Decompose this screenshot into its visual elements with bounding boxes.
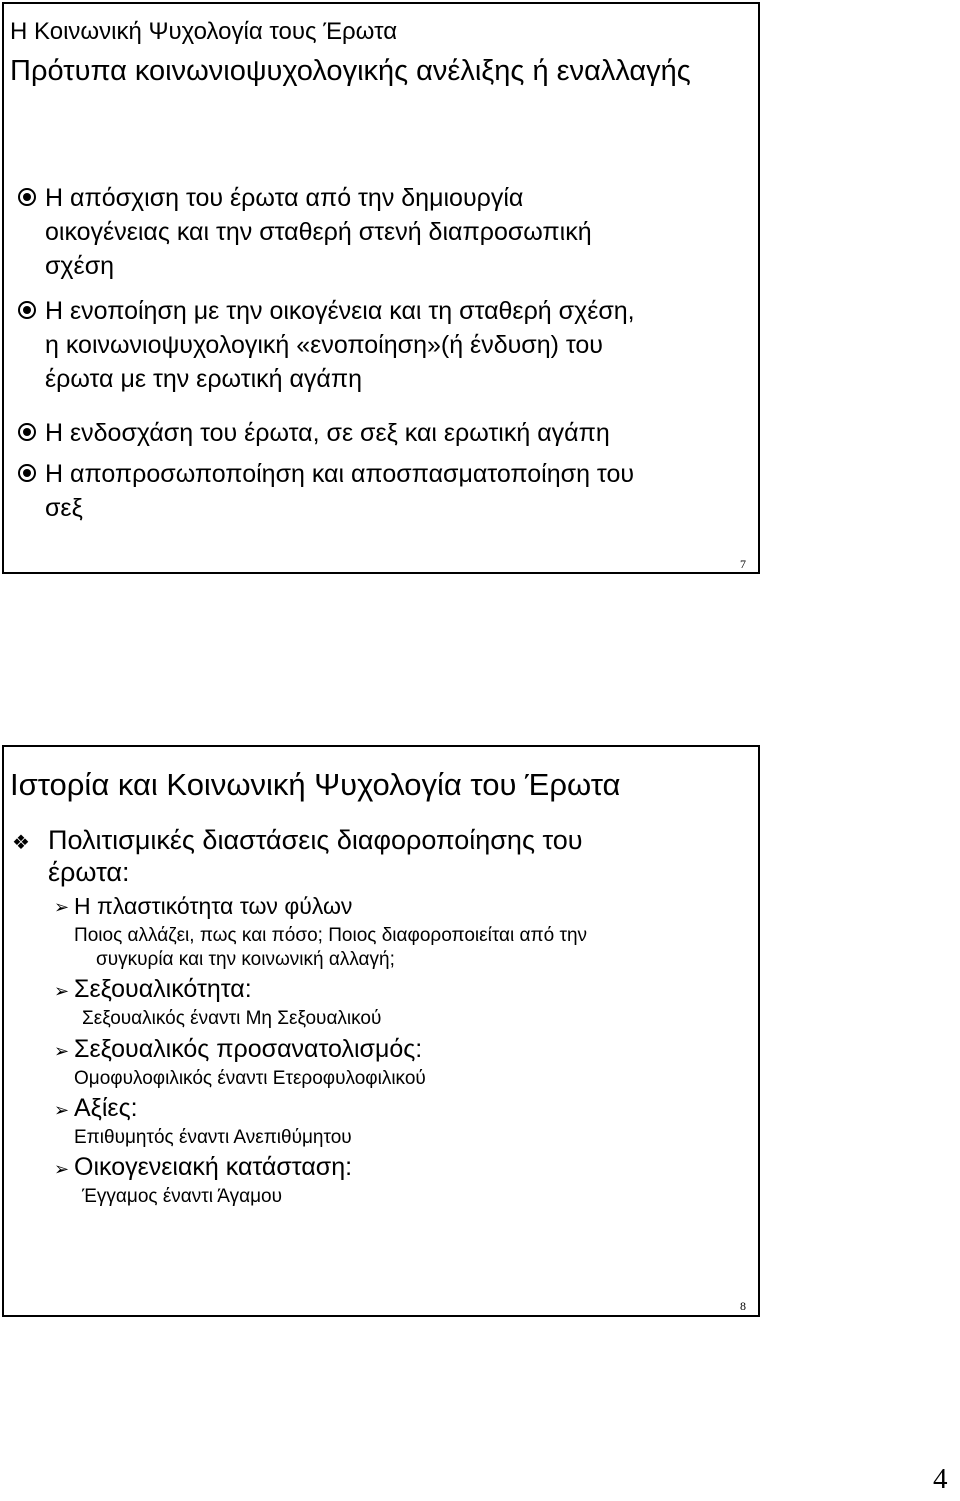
bullet-3-line-1: Η ενδοσχάση του έρωτα, σε σεξ και ερωτική αγάπη bbox=[45, 419, 610, 447]
arrow-bullet-icon: ➢ bbox=[54, 1041, 70, 1061]
item-5-label: Οικογενειακή κατάσταση: bbox=[74, 1153, 353, 1181]
diamond-bullet-icon: ❖ bbox=[12, 832, 30, 854]
item-3-detail-1: Ομοφυλοφιλικός έναντι Ετεροφυλοφιλικού bbox=[74, 1068, 426, 1089]
item-1-detail-1: Ποιος αλλάζει, πως και πόσο; Ποιος διαφοροποιείται από την bbox=[74, 925, 588, 946]
bullet-1-line-2: οικογένειας και την σταθερή στενή διαπροσωπική bbox=[45, 218, 592, 246]
item-4-label: Αξίες: bbox=[74, 1094, 138, 1122]
item-1-detail-2: συγκυρία και την κοινωνική αλλαγή; bbox=[96, 949, 395, 970]
bullet-2-line-3: έρωτα με την ερωτική αγάπη bbox=[45, 365, 363, 393]
document-page-number: 4 bbox=[933, 1463, 948, 1495]
bullet-4-line-1: Η αποπροσωποποίηση και αποσπασματοποίηση του bbox=[45, 460, 635, 488]
item-4-detail-1: Επιθυμητός έναντι Ανεπιθύμητου bbox=[74, 1127, 352, 1148]
slide-7-title-small: Η Κοινωνική Ψυχολογία τους Έρωτα bbox=[10, 18, 398, 45]
bullet-4-line-2: σεξ bbox=[45, 494, 83, 522]
bullet-2-line-2: η κοινωνιοψυχολογική «ενοποίηση»(ή ένδυση) του bbox=[45, 331, 603, 359]
radio-bullet-icon bbox=[18, 301, 36, 319]
arrow-bullet-icon: ➢ bbox=[54, 897, 70, 917]
slide-7-page-number: 7 bbox=[740, 557, 746, 571]
slide-8 bbox=[2, 745, 760, 1317]
arrow-bullet-icon: ➢ bbox=[54, 1100, 70, 1120]
slide-7-title-large: Πρότυπα κοινωνιοψυχολογικής ανέλιξης ή εναλλαγής bbox=[10, 55, 691, 87]
radio-bullet-icon bbox=[18, 423, 36, 441]
radio-bullet-icon bbox=[18, 464, 36, 482]
bullet-1-line-1: Η απόσχιση του έρωτα από την δημιουργία bbox=[45, 184, 524, 212]
arrow-bullet-icon: ➢ bbox=[54, 981, 70, 1001]
main-bullet-line-2: έρωτα: bbox=[48, 857, 130, 887]
item-5-detail-1: Έγγαμος έναντι Άγαμου bbox=[82, 1186, 282, 1207]
slide-8-page-number: 8 bbox=[740, 1299, 746, 1313]
item-1-label: Η πλαστικότητα των φύλων bbox=[74, 893, 353, 919]
arrow-bullet-icon: ➢ bbox=[54, 1159, 70, 1179]
main-bullet-line-1: Πολιτισμικές διαστάσεις διαφοροποίησης του bbox=[48, 825, 583, 855]
slide-8-title: Ιστορία και Κοινωνική Ψυχολογία του Έρωτα bbox=[10, 767, 621, 802]
slide-7 bbox=[2, 2, 760, 574]
bullet-2-line-1: Η ενοποίηση με την οικογένεια και τη σταθερή σχέση, bbox=[45, 297, 635, 325]
item-2-detail-1: Σεξουαλικός έναντι Μη Σεξουαλικού bbox=[82, 1008, 382, 1029]
radio-bullet-icon bbox=[18, 188, 36, 206]
bullet-1-line-3: σχέση bbox=[45, 252, 115, 280]
item-2-label: Σεξουαλικότητα: bbox=[74, 975, 252, 1003]
item-3-label: Σεξουαλικός προσανατολισμός: bbox=[74, 1035, 423, 1063]
